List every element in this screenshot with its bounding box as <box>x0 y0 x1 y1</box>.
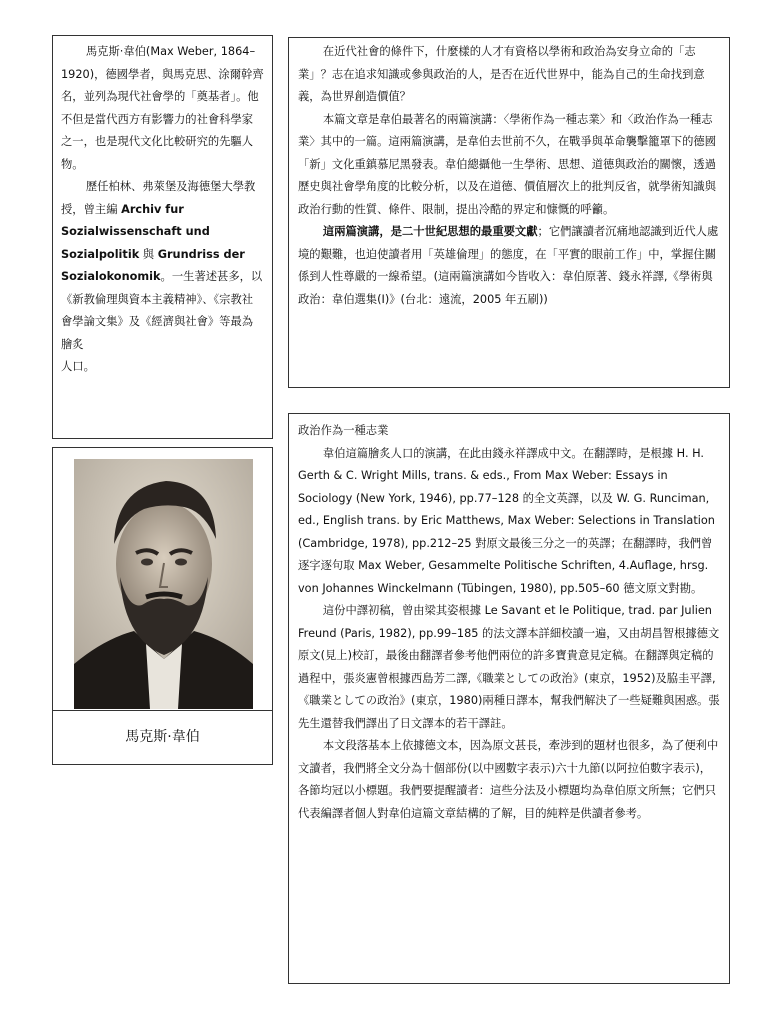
portrait-photo <box>74 459 253 709</box>
intro-paragraph-3 <box>298 221 721 311</box>
portrait-box <box>52 447 273 765</box>
journal-title-1: Archiv fur Sozialwissenschaft und Sozialpolitik <box>61 202 210 261</box>
section-title: 政治作為一種志業 <box>298 424 389 437</box>
intro-highlight: 這兩篇演講，是二十世紀思想的最重要文獻 <box>322 225 538 238</box>
notes-paragraph-2: 這份中譯初稿，曾由梁其姿根據 Le Savant et le Politique, trad. par Julien Freund (Paris, 1982), pp.99–185 的法文譯本詳細校讀一遍，又由胡昌智根據德文原文(見上)校訂，最後由翻譯者參考他們兩位的許多寶貴意見定稿。在翻譯與定稿的過程中，張炎憲曾根據西島芳二譯,《職業としての政治》(東京，1952)及脇圭平譯,《職業としての政治》(東京，1980)兩種日譯本，幫我們解決了一些疑難與困惑。張先生還替我們譯出了日文譯本的若干譯註。 <box>298 604 720 730</box>
biography-paragraph-1: 馬克斯·韋伯(Max Weber, 1864–1920)，德國學者，與馬克思、涂爾幹齊名，並列為現代社會學的「奠基者」。他不但是當代西方有影響力的社會科學家之一，也是現代文化比較研究的先驅人物。 <box>61 45 264 171</box>
biography-box <box>52 35 273 439</box>
notes-paragraph-3: 本文段落基本上依據德文本，因為原文甚長，牽涉到的題材也很多，為了便利中文讀者，我們將全文分為十個部份(以中國數字表示)六十九節(以阿拉伯數字表示)，各節均冠以小標題。我們要提醒讀者：這些分法及小標題均為韋伯原文所無；它們只代表編譯者個人對韋伯這篇文章結構的了解，目的純粹是供讀者參考。 <box>298 739 719 820</box>
biography-p2-intro: 歷任柏林、弗萊堡及海德堡大學教授，曾主編 <box>61 180 256 216</box>
introduction-box <box>288 37 730 388</box>
biography-tail: 人口。 <box>61 360 95 373</box>
biography-p2-works: 。一生著述甚多，以《新教倫理與資本主義精神》、《宗教社會學論文集》及《經濟與社會》等最為膾炙 <box>61 270 263 351</box>
intro-paragraph-2: 本篇文章是韋伯最著名的兩篇演講：〈學術作為一種志業〉和〈政治作為一種志業〉其中的一篇。這兩篇演講，是韋伯去世前不久，在戰爭與革命襲擊籠罩下的德國「新」文化重鎮慕尼黑發表。韋伯總攝他一生學術、思想、道德與政治的關懷，透過歷史與社會學角度的比較分析，以及在道德、價值層次上的批判反省，就學術知識與政治行動的性質、條件、限制，提出冷酷的界定和慷慨的呼籲。 <box>298 112 716 216</box>
biography-paragraph-2 <box>61 176 264 356</box>
journal-title-2: Grundriss der Sozialokonomik <box>61 247 245 283</box>
notes-paragraph-1: 韋伯這篇膾炙人口的演講，在此由錢永祥譯成中文。在翻譯時，是根據 H. H. Gerth & C. Wright Mills, trans. & eds., From Max Weber: Essays in Sociology (New York, 1946), pp.77–128 的全文英譯，以及 W. G. Runciman, ed., English trans. by Eric Matthews, Max Weber: Selections in Translation (Cambridge, 1978), pp.212–25 對原文最後三分之一的英譯；在翻譯時，我們曾逐字逐句取 Max Weber, Gesammelte Politische Schriften, 4.Auflage, hrsg. von Johannes Winckelmann (Tübingen, 1980), pp.505–60 德文原文對勘。 <box>298 446 715 595</box>
biography-and: 與 <box>139 247 158 261</box>
intro-paragraph-1: 在近代社會的條件下，什麼樣的人才有資格以學術和政治為安身立命的「志業」？志在追求知識或參與政治的人，是否在近代世界中，能為自己的生命找到意義，為世界創造價值？ <box>298 45 705 103</box>
intro-paragraph-3-rest: ；它們讓讀者沉痛地認識到近代人處境的艱難，也迫使讀者用「英雄倫理」的態度，在「平實的眼前工作」中，掌握住關係到人性尊嚴的一線希望。(這兩篇演講如今皆收入：韋伯原著、錢永祥譯,《學術與政治：韋伯選集(I)》(台北：遠流，2005 年五刷)) <box>298 225 719 306</box>
translation-notes-box <box>288 413 730 984</box>
portrait-caption: 馬克斯·韋伯 <box>53 710 272 765</box>
